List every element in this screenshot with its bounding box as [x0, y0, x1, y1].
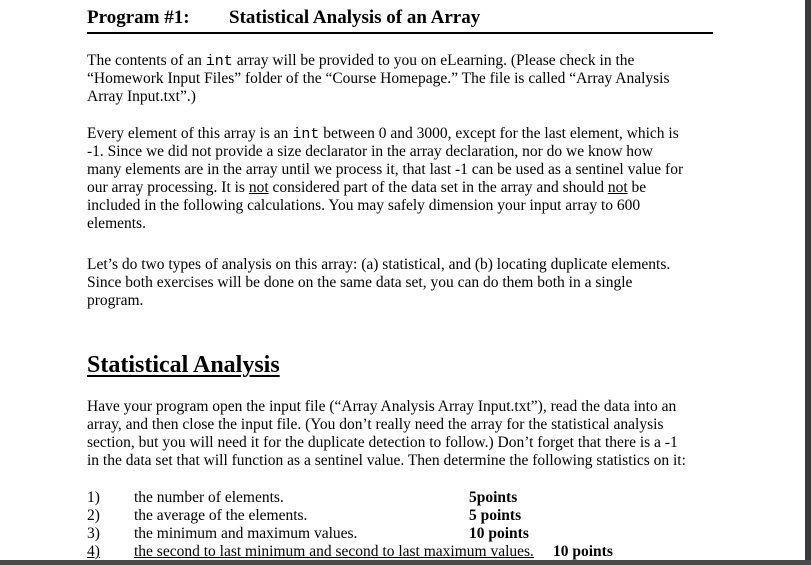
- list-text: the average of the elements.: [134, 507, 308, 524]
- text-line: section, but you will need it for the duplicate detection to follow.) Don’t forget that there is a -1: [87, 434, 678, 451]
- list-number: 3): [87, 525, 100, 542]
- text-run: our array processing. It is: [87, 179, 249, 196]
- section-heading: Statistical Analysis: [87, 352, 280, 378]
- list-text: the number of elements.: [134, 489, 284, 506]
- list-item: [87, 489, 713, 507]
- text-line: array, and then close the input file. (You don’t really need the array for the statistical analysis: [87, 416, 664, 433]
- text-line: in the data set that will function as a sentinel value. Then determine the following statistics on it:: [87, 452, 686, 469]
- points-label: 5 points: [469, 507, 522, 524]
- horizontal-scrollbar[interactable]: [0, 560, 811, 565]
- text-line: “Homework Input Files” folder of the “Course Homepage.” The file is called “Array Analysis: [87, 70, 670, 87]
- viewer-edge: [805, 0, 811, 565]
- list-item: [87, 543, 713, 561]
- program-label: Program #1:: [87, 7, 190, 28]
- text-line: elements.: [87, 215, 146, 232]
- underlined-text: not: [248, 179, 269, 196]
- text-run: array will be provided to you on eLearning. (Please check in the: [232, 52, 635, 69]
- page-title: Statistical Analysis of an Array: [229, 7, 481, 28]
- text-line: included in the following calculations. You may safely dimension your input array to 600: [87, 197, 641, 214]
- list-item: [87, 507, 713, 525]
- text-line: Array Input.txt”.): [87, 88, 196, 105]
- instructions-paragraph: [87, 398, 712, 470]
- array-description-paragraph: [87, 125, 712, 233]
- code-keyword: int: [205, 53, 233, 70]
- list-number: 4): [87, 543, 100, 560]
- text-run: Every element of this array is an: [87, 125, 293, 142]
- list-number: 1): [87, 489, 100, 506]
- analysis-types-paragraph: [87, 256, 712, 310]
- points-label: 10 points: [553, 543, 613, 560]
- points-label: 10 points: [469, 525, 529, 542]
- underlined-text: not: [607, 179, 628, 196]
- list-number: 2): [87, 507, 100, 524]
- text-line: many elements are in the array until we process it, that last -1 can be used as a sentinel value for: [87, 161, 684, 178]
- list-text: the second to last minimum and second to last maximum values.: [134, 543, 534, 560]
- text-line: [87, 125, 712, 143]
- text-run: be: [627, 179, 647, 196]
- text-line: Let’s do two types of analysis on this array: (a) statistical, and (b) locating duplicate elements.: [87, 256, 671, 273]
- text-line: Since both exercises will be done on the same data set, you can do them both in a single: [87, 274, 633, 291]
- text-run: The contents of an: [87, 52, 206, 69]
- list-text: the minimum and maximum values.: [134, 525, 358, 542]
- text-line: [87, 52, 712, 70]
- text-line: -1. Since we did not provide a size declarator in the array declaration, nor do we know how: [87, 143, 653, 160]
- statistics-list: [87, 489, 713, 561]
- text-run: between 0 and 3000, except for the last element, which is: [319, 125, 679, 142]
- code-keyword: int: [292, 126, 320, 143]
- intro-paragraph: [87, 52, 712, 106]
- points-label: 5points: [469, 489, 518, 506]
- program-header: [87, 6, 713, 34]
- text-line: [87, 179, 712, 197]
- list-item: [87, 525, 713, 543]
- text-line: program.: [87, 292, 144, 309]
- text-line: Have your program open the input file (“Array Analysis Array Input.txt”), read the data into an: [87, 398, 677, 415]
- text-run: considered part of the data set in the array and should: [268, 179, 608, 196]
